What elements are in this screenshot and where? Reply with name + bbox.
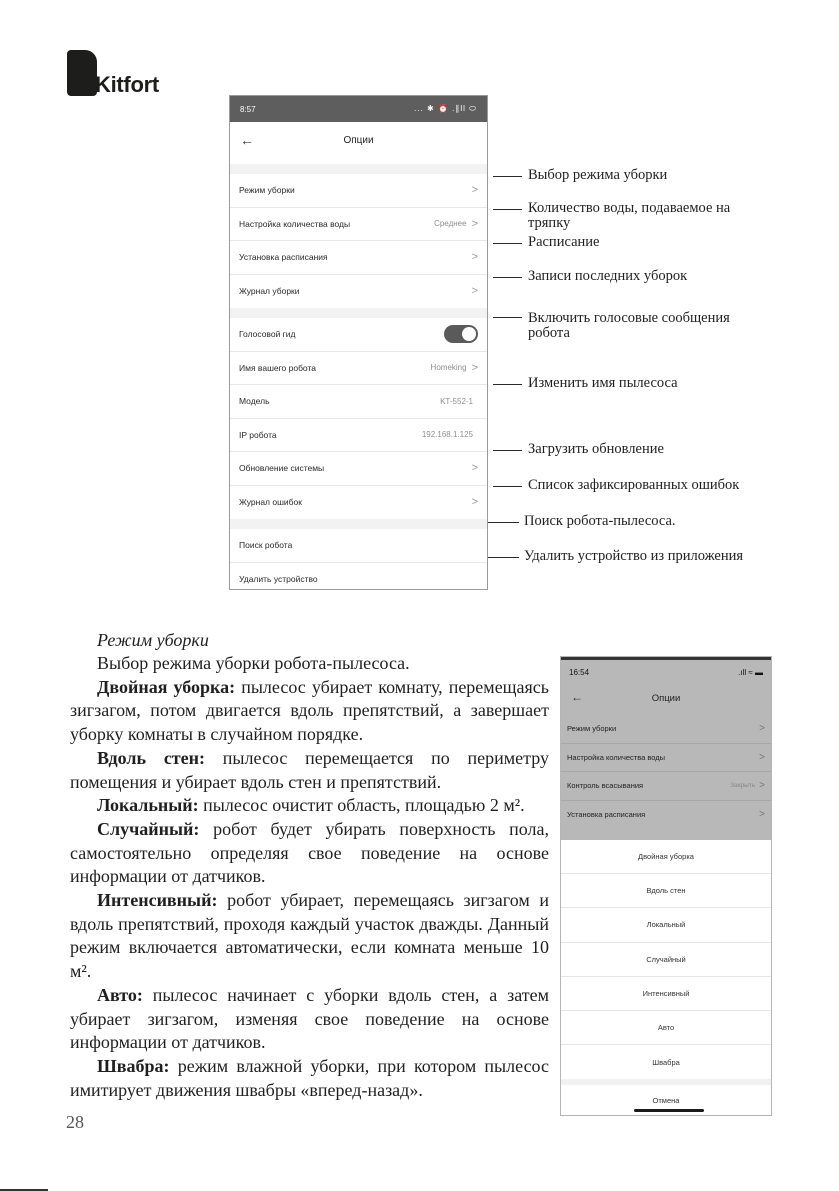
row-label: Контроль всасывания (567, 781, 644, 791)
status-time: 8:57 (240, 104, 256, 114)
row-value: Homeking (430, 363, 467, 373)
chevron-right-icon: > (471, 217, 478, 230)
row-label: Имя вашего робота (239, 362, 317, 373)
row-label: Поиск робота (239, 540, 293, 551)
chevron-right-icon: > (759, 780, 765, 792)
option-intensive[interactable]: Интенсивный (561, 977, 771, 1011)
status-icons: ... ✱ ⏰ .∥ll ⬭ (414, 104, 477, 113)
status-bar (561, 657, 771, 685)
mode-name: Швабра: (97, 1055, 170, 1076)
row-schedule[interactable] (230, 241, 487, 275)
mode-name: Интенсивный: (97, 890, 218, 911)
mode-name: Авто: (97, 984, 143, 1005)
settings-group-actions (230, 529, 487, 590)
row-value: Закрыть (730, 782, 756, 790)
mode-description: пылесос начинает с уборки вдоль стен, а затем убирает зигзагом, изменяя свое поведение на основе информации от датчиков. (70, 984, 549, 1053)
row-label: Модель (239, 396, 270, 407)
row-cleaning-mode[interactable] (561, 715, 771, 744)
leader-line (493, 277, 522, 278)
dimmed-options-background (561, 657, 771, 840)
annotation-error-log: Список зафиксированных ошибок (528, 477, 740, 493)
annotation-water-amount: Количество воды, подаваемое на тряпку (528, 200, 731, 232)
settings-group-cleaning (230, 174, 487, 308)
leader-line (488, 522, 519, 523)
home-indicator (634, 1109, 704, 1112)
row-label: IP робота (239, 429, 277, 440)
toggle-knob (462, 327, 476, 341)
option-double-clean[interactable]: Двойная уборка (561, 840, 771, 874)
cancel-button[interactable] (561, 1079, 771, 1115)
annotation-cleaning-log: Записи последних уборок (528, 268, 688, 284)
status-bar (230, 96, 487, 122)
mode-paragraph (70, 889, 549, 984)
mode-picker-screenshot (560, 656, 772, 1116)
section-title: Режим уборки (97, 630, 209, 650)
chevron-right-icon: > (471, 285, 478, 298)
row-model (230, 385, 487, 419)
chevron-right-icon: > (471, 184, 478, 197)
row-water-amount[interactable] (561, 744, 771, 773)
row-label: Настройка количества воды (567, 752, 666, 762)
annotation-voice: Включить голосовые сообщения робота (528, 310, 730, 342)
mode-description: пылесос убирает комнату, перемещаясь зигзагом, потом двигается вдоль препятствий, а завершает уборку комнаты в случайном порядке. (70, 676, 550, 745)
leader-line (493, 384, 522, 385)
mode-description: пылесос перемещается по периметру помещения и убирает вдоль стен и препятствий. (70, 747, 550, 792)
kitfort-logo-mark (67, 50, 97, 96)
row-cleaning-mode[interactable] (230, 174, 487, 208)
leader-line (493, 317, 522, 318)
row-label: Установка расписания (239, 252, 328, 263)
annotation-schedule: Расписание (528, 234, 600, 250)
annotation-find-robot: Поиск робота-пылесоса. (524, 513, 676, 529)
page-number: 28 (66, 1112, 84, 1132)
mode-description: пылесос очистит область, площадью 2 м². (198, 795, 525, 816)
leader-line (493, 450, 522, 451)
row-ip (230, 419, 487, 453)
row-value: 192.168.1.125 (421, 430, 473, 440)
option-auto[interactable]: Авто (561, 1011, 771, 1045)
row-label: Обновление системы (239, 463, 325, 474)
row-robot-name[interactable] (230, 352, 487, 386)
option-along-walls[interactable]: Вдоль стен (561, 874, 771, 908)
row-label: Настройка количества воды (239, 218, 351, 229)
mode-description: робот будет убирать поверхность пола, самостоятельно определяя свое поведение на основе информации от датчиков. (70, 818, 549, 887)
status-time: 16:54 (569, 668, 590, 677)
leader-line (493, 176, 522, 177)
options-header (230, 122, 487, 164)
leader-line (493, 209, 522, 210)
chevron-right-icon: > (759, 809, 765, 821)
row-suction-control[interactable] (561, 772, 771, 801)
chevron-right-icon: > (471, 462, 478, 475)
row-label: Удалить устройство (239, 574, 318, 585)
row-water-amount[interactable] (230, 208, 487, 242)
row-value: Среднее (434, 219, 467, 229)
page-title: Опции (651, 693, 681, 704)
chevron-right-icon: > (471, 251, 478, 264)
spacer (561, 829, 771, 840)
options-header (561, 685, 771, 715)
row-system-update[interactable] (230, 452, 487, 486)
back-arrow-icon[interactable]: ← (240, 132, 254, 148)
row-voice-guide (230, 318, 487, 352)
leader-line (493, 243, 522, 244)
row-label: Установка расписания (567, 810, 646, 820)
brand-name: Kitfort (95, 72, 159, 97)
option-random[interactable]: Случайный (561, 943, 771, 977)
row-label: Журнал ошибок (239, 497, 302, 508)
settings-group-device (230, 318, 487, 519)
leader-line (488, 557, 519, 558)
option-mop[interactable]: Швабра (652, 1057, 680, 1067)
row-find-robot[interactable] (230, 529, 487, 563)
row-cleaning-log[interactable] (230, 275, 487, 309)
voice-guide-toggle[interactable] (444, 325, 478, 343)
mode-paragraph (70, 818, 549, 889)
row-error-log[interactable] (230, 486, 487, 520)
cancel-label: Отмена (652, 1095, 680, 1105)
mode-name: Двойная уборка: (97, 676, 236, 697)
annotation-delete-device: Удалить устройство из приложения (524, 548, 744, 564)
mode-description: режим влажной уборки, при котором пылесос имитирует движения швабры «вперед-назад». (70, 1055, 549, 1100)
section-intro: Выбор режима уборки робота-пылесоса. (97, 653, 410, 673)
leader-line (493, 486, 522, 487)
annotation-rename: Изменить имя пылесоса (528, 375, 678, 391)
chevron-right-icon: > (759, 751, 765, 763)
annotation-update: Загрузить обновление (528, 441, 664, 457)
page-title: Опции (343, 135, 374, 146)
mode-paragraph (70, 1055, 549, 1102)
row-label: Голосовой гид (239, 329, 296, 340)
options-screen-screenshot (229, 95, 488, 590)
row-delete-device[interactable] (230, 563, 487, 591)
mode-name: Случайный: (97, 818, 200, 839)
row-label: Режим уборки (567, 724, 617, 734)
row-value: KT-552-1 (440, 396, 473, 406)
row-label: Журнал уборки (239, 286, 300, 297)
mode-description: робот убирает, перемещаясь зигзагом и вдоль препятствий, проходя каждый участок дважды. Данный режим включается автоматически, если комната меньше 10 м². (70, 890, 549, 982)
row-schedule[interactable] (561, 801, 771, 830)
back-arrow-icon[interactable]: ← (571, 690, 583, 704)
chevron-right-icon: > (471, 361, 478, 374)
status-icons: .ıll ≈ ▬ (738, 668, 763, 677)
chevron-right-icon: > (759, 723, 765, 735)
annotation-cleaning-mode: Выбор режима уборки (528, 167, 668, 183)
mode-paragraph (70, 984, 549, 1055)
mode-paragraph (70, 747, 549, 794)
mode-name: Локальный: (97, 795, 199, 816)
mode-action-sheet (561, 840, 771, 1115)
section-body (70, 652, 549, 1102)
mode-paragraph (70, 794, 549, 818)
mode-paragraph (70, 676, 549, 747)
chevron-right-icon: > (471, 496, 478, 509)
mode-name: Вдоль стен: (97, 747, 206, 768)
row-label: Режим уборки (239, 185, 295, 196)
kitfort-logo (67, 50, 207, 100)
option-local[interactable]: Локальный (561, 908, 771, 942)
